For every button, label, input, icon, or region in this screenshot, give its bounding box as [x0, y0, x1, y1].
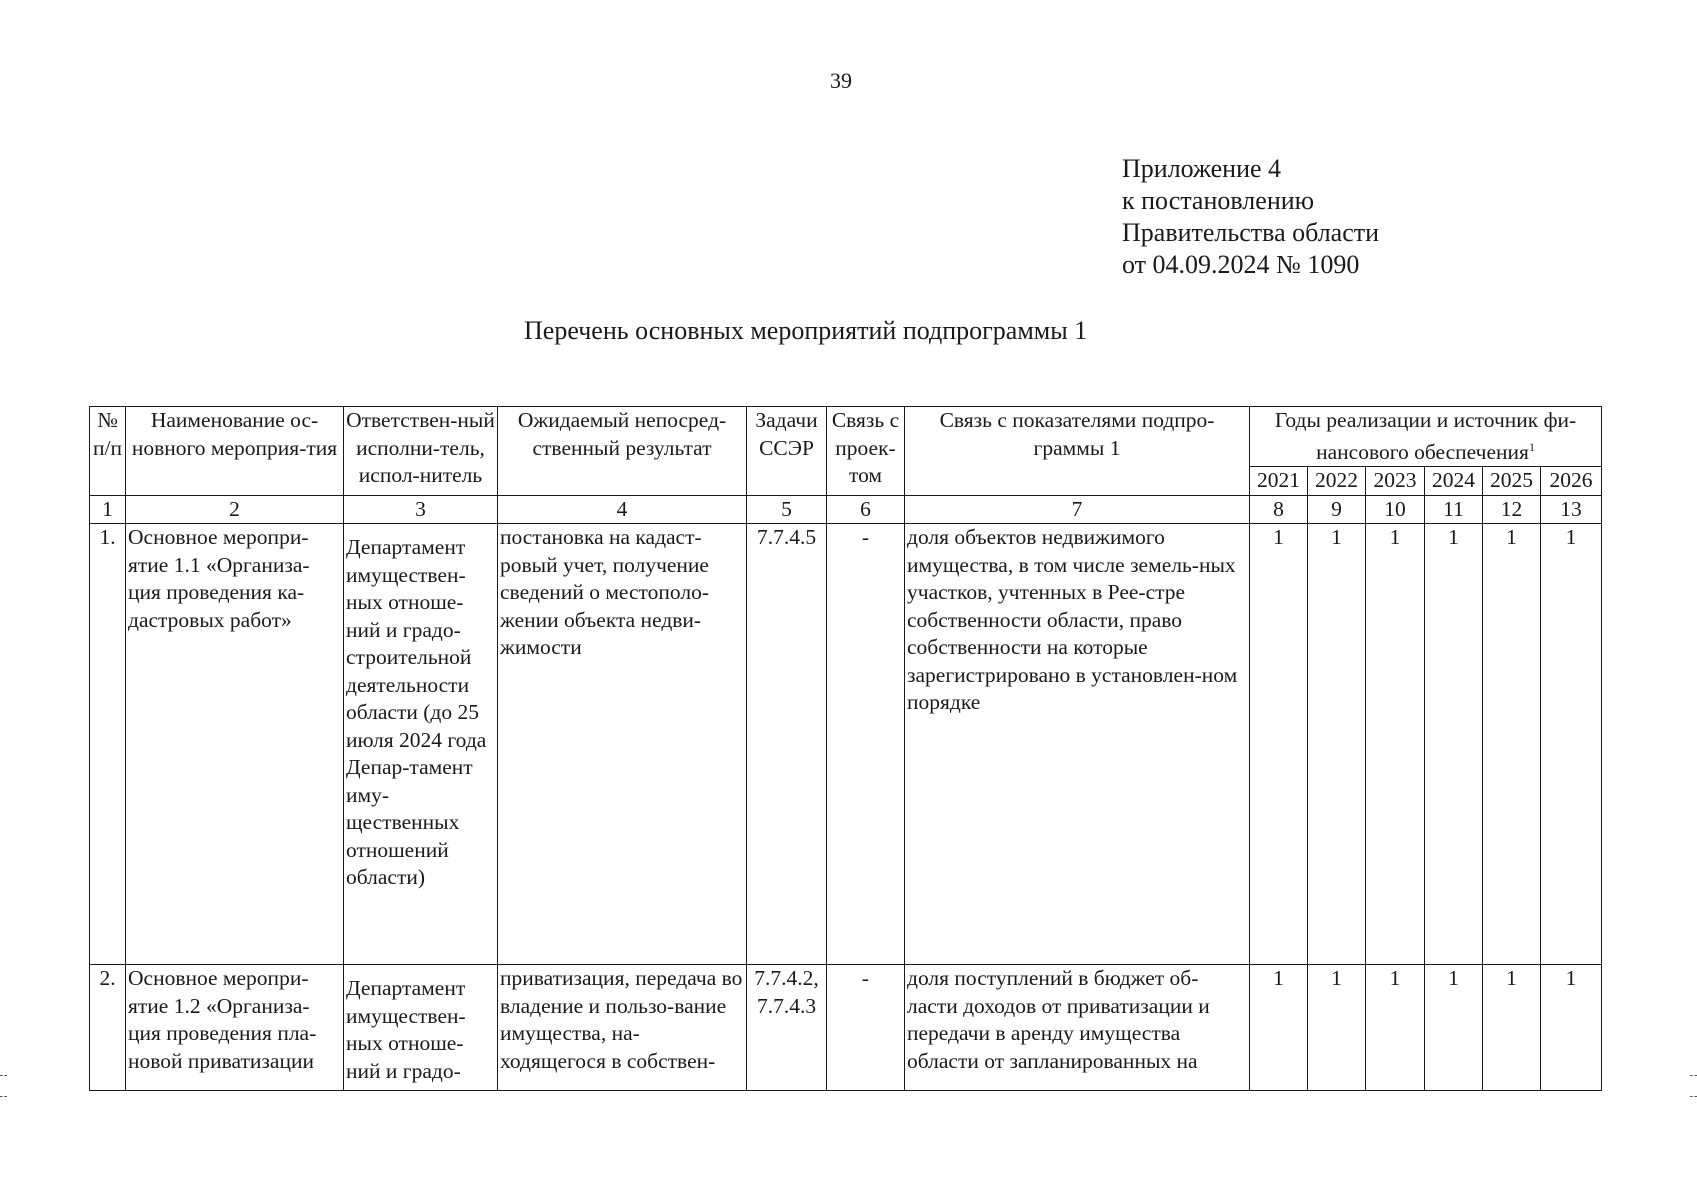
column-number: 4: [498, 495, 747, 524]
row-year-value: 1: [1250, 524, 1308, 965]
row-year-value: 1: [1366, 524, 1425, 965]
row-year-value: 1: [1250, 965, 1308, 1091]
column-numbers-row: [90, 495, 1602, 524]
header-result: Ожидаемый непосред-ственный результат: [498, 407, 747, 496]
header-name: Наименование ос-новного мероприя-тия: [126, 407, 344, 496]
column-number: 1: [90, 495, 126, 524]
row-num: 1.: [90, 524, 126, 965]
row-name: Основное меропри-ятие 1.2 «Организа-ция проведения пла-новой приватизации: [126, 965, 344, 1091]
row-year-value: 1: [1541, 965, 1602, 1091]
column-number: 11: [1425, 495, 1483, 524]
approval-line: от 04.09.2024 № 1090: [1122, 250, 1360, 279]
column-number: 2: [126, 495, 344, 524]
row-result: приватизация, передача во владение и пользо-вание имущества, на-ходящегося в собствен-: [498, 965, 747, 1091]
table-row: [90, 524, 1602, 965]
row-project: -: [827, 965, 905, 1091]
row-indicators: доля объектов недвижимого имущества, в том числе земель-ных участков, учтенных в Рее-стре собственности области, право собственности на которые зарегистрировано в установлен-ном порядке: [905, 524, 1250, 965]
measures-table: [89, 406, 1602, 1091]
header-row: [90, 407, 1602, 467]
header-project: Связь с проек-том: [827, 407, 905, 496]
row-year-value: 1: [1425, 524, 1483, 965]
approval-block: [1122, 153, 1379, 281]
row-year-value: 1: [1541, 524, 1602, 965]
row-tasks: 7.7.4.5: [747, 524, 827, 965]
header-year: 2023: [1366, 467, 1425, 496]
table-row: [90, 965, 1602, 1091]
row-executor: Департамент имуществен-ных отноше-ний и градо-: [344, 965, 498, 1091]
column-number: 3: [344, 495, 498, 524]
row-executor: Департамент имуществен-ных отноше-ний и градо-строительной деятельности области (до 25 июля 2024 года Депар-тамент иму-щественных отношений области): [344, 524, 498, 965]
header-years-label: Годы реализации и источник фи-нансового обеспечения: [1274, 408, 1577, 465]
page-number: 39: [830, 68, 852, 93]
header-executor: Ответствен-ный исполни-тель, испол-нитель: [344, 407, 498, 496]
header-years-group: [1250, 407, 1602, 467]
row-project: -: [827, 524, 905, 965]
column-number: 6: [827, 495, 905, 524]
column-number: 5: [747, 495, 827, 524]
header-year: 2025: [1483, 467, 1541, 496]
row-year-value: 1: [1425, 965, 1483, 1091]
header-year: 2026: [1541, 467, 1602, 496]
header-year: 2022: [1308, 467, 1366, 496]
row-num: 2.: [90, 965, 126, 1091]
scan-cut-mark: [1690, 1075, 1697, 1097]
row-tasks: 7.7.4.2, 7.7.4.3: [747, 965, 827, 1091]
row-year-value: 1: [1308, 965, 1366, 1091]
column-number: 10: [1366, 495, 1425, 524]
header-num: № п/п: [90, 407, 126, 496]
footnote-mark: 1: [1528, 440, 1535, 454]
header-tasks: Задачи ССЭР: [747, 407, 827, 496]
header-year: 2024: [1425, 467, 1483, 496]
header-indicators: Связь с показателями подпро-граммы 1: [905, 407, 1250, 496]
row-name: Основное меропри-ятие 1.1 «Организа-ция проведения ка-дастровых работ»: [126, 524, 344, 965]
document-title: Перечень основных мероприятий подпрограммы 1: [524, 316, 1088, 345]
scan-cut-mark: [0, 1075, 7, 1097]
header-year: 2021: [1250, 467, 1308, 496]
row-indicators: доля поступлений в бюджет об-ласти доходов от приватизации и передачи в аренду имущества области от запланированных на: [905, 965, 1250, 1091]
row-result: постановка на кадаст-ровый учет, получение сведений о местополо-жении объекта недви-жимости: [498, 524, 747, 965]
column-number: 12: [1483, 495, 1541, 524]
column-number: 9: [1308, 495, 1366, 524]
column-number: 8: [1250, 495, 1308, 524]
row-year-value: 1: [1308, 524, 1366, 965]
row-year-value: 1: [1483, 965, 1541, 1091]
approval-line: к постановлению: [1122, 186, 1315, 215]
row-year-value: 1: [1366, 965, 1425, 1091]
approval-line: Правительства области: [1122, 218, 1380, 247]
approval-line: Приложение 4: [1122, 154, 1282, 183]
column-number: 7: [905, 495, 1250, 524]
column-number: 13: [1541, 495, 1602, 524]
row-year-value: 1: [1483, 524, 1541, 965]
